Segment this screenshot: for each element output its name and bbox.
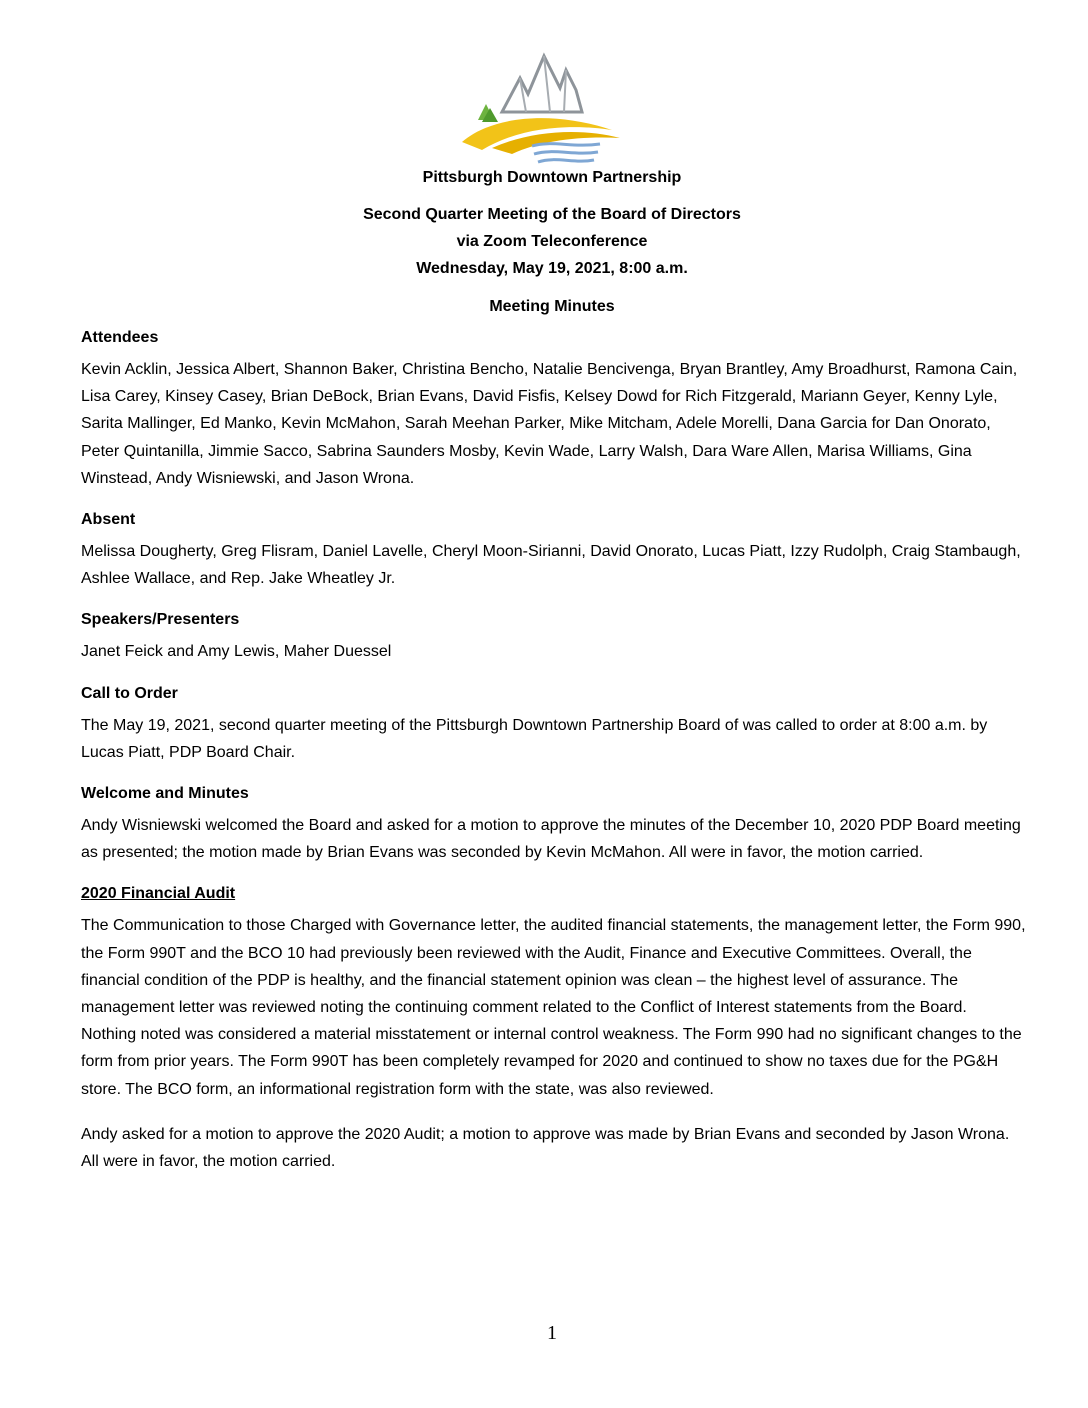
speakers-heading: Speakers/Presenters [81, 611, 240, 629]
audit-heading: 2020 Financial Audit [81, 885, 236, 903]
minutes-body [81, 328, 1026, 1193]
call-to-order-text: The May 19, 2021, second quarter meeting of the Pittsburgh Downtown Partnership Board of was called to order at 8:00 a.m. by Lucas Piatt, PDP Board Chair. [81, 716, 988, 761]
meeting-venue: via Zoom Teleconference [456, 233, 648, 250]
attendees-heading: Attendees [81, 329, 159, 346]
welcome-text: Andy Wisniewski welcomed the Board and asked for a motion to approve the minutes of the December 10, 2020 PDP Board meeting as presented; the motion made by Brian Evans was seconded by Kevin McMahon. All were in favor, the motion carried. [81, 817, 1021, 862]
call-to-order-heading: Call to Order [81, 684, 178, 702]
document-title: Meeting Minutes [489, 298, 615, 315]
meeting-datetime: Wednesday, May 19, 2021, 8:00 a.m. [416, 260, 688, 277]
audit-motion-text: Andy asked for a motion to approve the 2020 Audit; a motion to approve was made by Brian Evans and seconded by Jason Wrona. All were in favor, the motion carried. [81, 1125, 1010, 1171]
attendees-list: Kevin Acklin, Jessica Albert, Shannon Baker, Christina Bencho, Natalie Bencivenga, Bryan Brantley, Amy Broadhurst, Ramona Cain, Lisa Carey, Kinsey Casey, Brian DeBock, Brian Evans, David Fisfis, Kelsey Dowd for Rich Fitzgerald, Mariann Geyer, Kenny Lyle, Sarita Mallinger, Ed Manko, Kevin McMahon, Sarah Meehan Parker, Mike Mitcham, Adele Morelli, Dana Garcia for Dan Onorato, Peter Quintanilla, Jimmie Sacco, Sabrina Saunders Mosby, Kevin Wade, Larry Walsh, Dara Ware Allen, Marisa Williams, Gina Winstead, Andy Wisniewski, and Jason Wrona. [81, 361, 1018, 487]
pdp-logo [462, 50, 622, 168]
welcome-heading: Welcome and Minutes [81, 785, 249, 803]
meeting-title: Second Quarter Meeting of the Board of Directors [363, 206, 741, 223]
page-number: 1 [547, 1322, 557, 1344]
speakers-list: Janet Feick and Amy Lewis, Maher Duessel [81, 643, 392, 661]
audit-text: The Communication to those Charged with Governance letter, the audited financial statements, the management letter, the Form 990, the Form 990T and the BCO 10 had previously been reviewed with the Audit, Finance and Executive Committees. Overall, the financial condition of the PDP is healthy, and the financial statement opinion was clean – the highest level of assurance. The management letter was reviewed noting the continuing comment related to the Conflict of Interest statements from the Board. Nothing noted was considered a material misstatement or internal control weakness. The Form 990 had no significant changes to the form from prior years. The Form 990T has been completely revamped for 2020 and continued to show no taxes due for the PG&H store. The BCO form, an informational registration form with the state, was also reviewed. [81, 917, 1026, 1098]
absent-list: Melissa Dougherty, Greg Flisram, Daniel Lavelle, Cheryl Moon-Sirianni, David Onorato, Lucas Piatt, Izzy Rudolph, Craig Stambaugh, Ashlee Wallace, and Rep. Jake Wheatley Jr. [81, 543, 1021, 588]
organization-name: Pittsburgh Downtown Partnership [422, 169, 682, 186]
absent-heading: Absent [81, 511, 136, 529]
